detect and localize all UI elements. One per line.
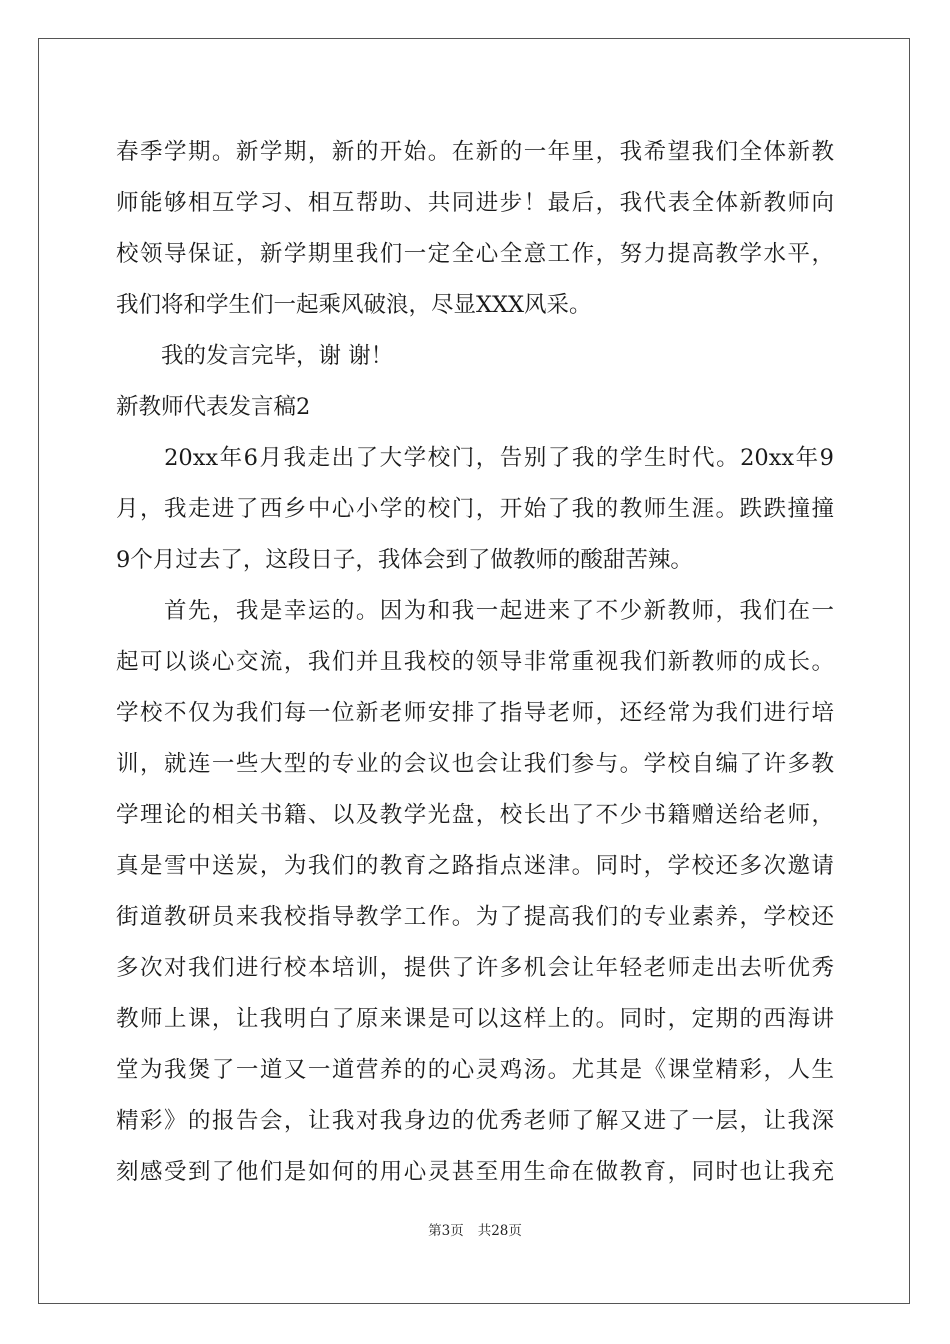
text-line: 师能够相互学习、相互帮助、共同进步！最后，我代表全体新教师向: [116, 190, 834, 216]
text-line: 首先，我是幸运的。因为和我一起进来了不少新教师，我们在一: [116, 598, 834, 624]
text-line: 精彩》的报告会，让我对我身边的优秀老师了解又进了一层，让我深: [116, 1108, 834, 1134]
page-number: 第3页: [428, 1223, 464, 1239]
text-line: 春季学期。新学期，新的开始。在新的一年里，我希望我们全体新教: [116, 139, 834, 165]
text-line: 校领导保证，新学期里我们一定全心全意工作，努力提高教学水平，: [116, 241, 834, 267]
text-line: 9个月过去了，这段日子，我体会到了做教师的酸甜苦辣。: [116, 547, 693, 573]
text-line: 月，我走进了西乡中心小学的校门，开始了我的教师生涯。跌跌撞撞: [116, 496, 834, 522]
document-body: [116, 127, 834, 1198]
text-line: 学理论的相关书籍、以及教学光盘，校长出了不少书籍赠送给老师，: [116, 802, 834, 828]
page-footer: [0, 1222, 950, 1240]
text-line: 20xx年6月我走出了大学校门，告别了我的学生时代。20xx年9: [116, 445, 834, 471]
text-line: 我们将和学生们一起乘风破浪，尽显XXX风采。: [116, 292, 592, 318]
text-line: 训，就连一些大型的专业的会议也会让我们参与。学校自编了许多教: [116, 751, 834, 777]
text-line: 刻感受到了他们是如何的用心灵甚至用生命在做教育，同时也让我充: [116, 1159, 834, 1185]
text-line: 我的发言完毕，谢 谢！: [116, 343, 394, 369]
text-line: 学校不仅为我们每一位新老师安排了指导老师，还经常为我们进行培: [116, 700, 834, 726]
text-line: 街道教研员来我校指导教学工作。为了提高我们的专业素养，学校还: [116, 904, 834, 930]
text-line: 堂为我煲了一道又一道营养的的心灵鸡汤。尤其是《课堂精彩，人生: [116, 1057, 834, 1083]
text-line: 真是雪中送炭，为我们的教育之路指点迷津。同时，学校还多次邀请: [116, 853, 834, 879]
text-line: 新教师代表发言稿2: [116, 394, 311, 420]
text-line: 多次对我们进行校本培训，提供了许多机会让年轻老师走出去听优秀: [116, 955, 834, 981]
text-line: 起可以谈心交流，我们并且我校的领导非常重视我们新教师的成长。: [116, 649, 834, 675]
total-pages: 共28页: [477, 1223, 522, 1239]
text-line: 教师上课，让我明白了原来课是可以这样上的。同时，定期的西海讲: [116, 1006, 834, 1032]
